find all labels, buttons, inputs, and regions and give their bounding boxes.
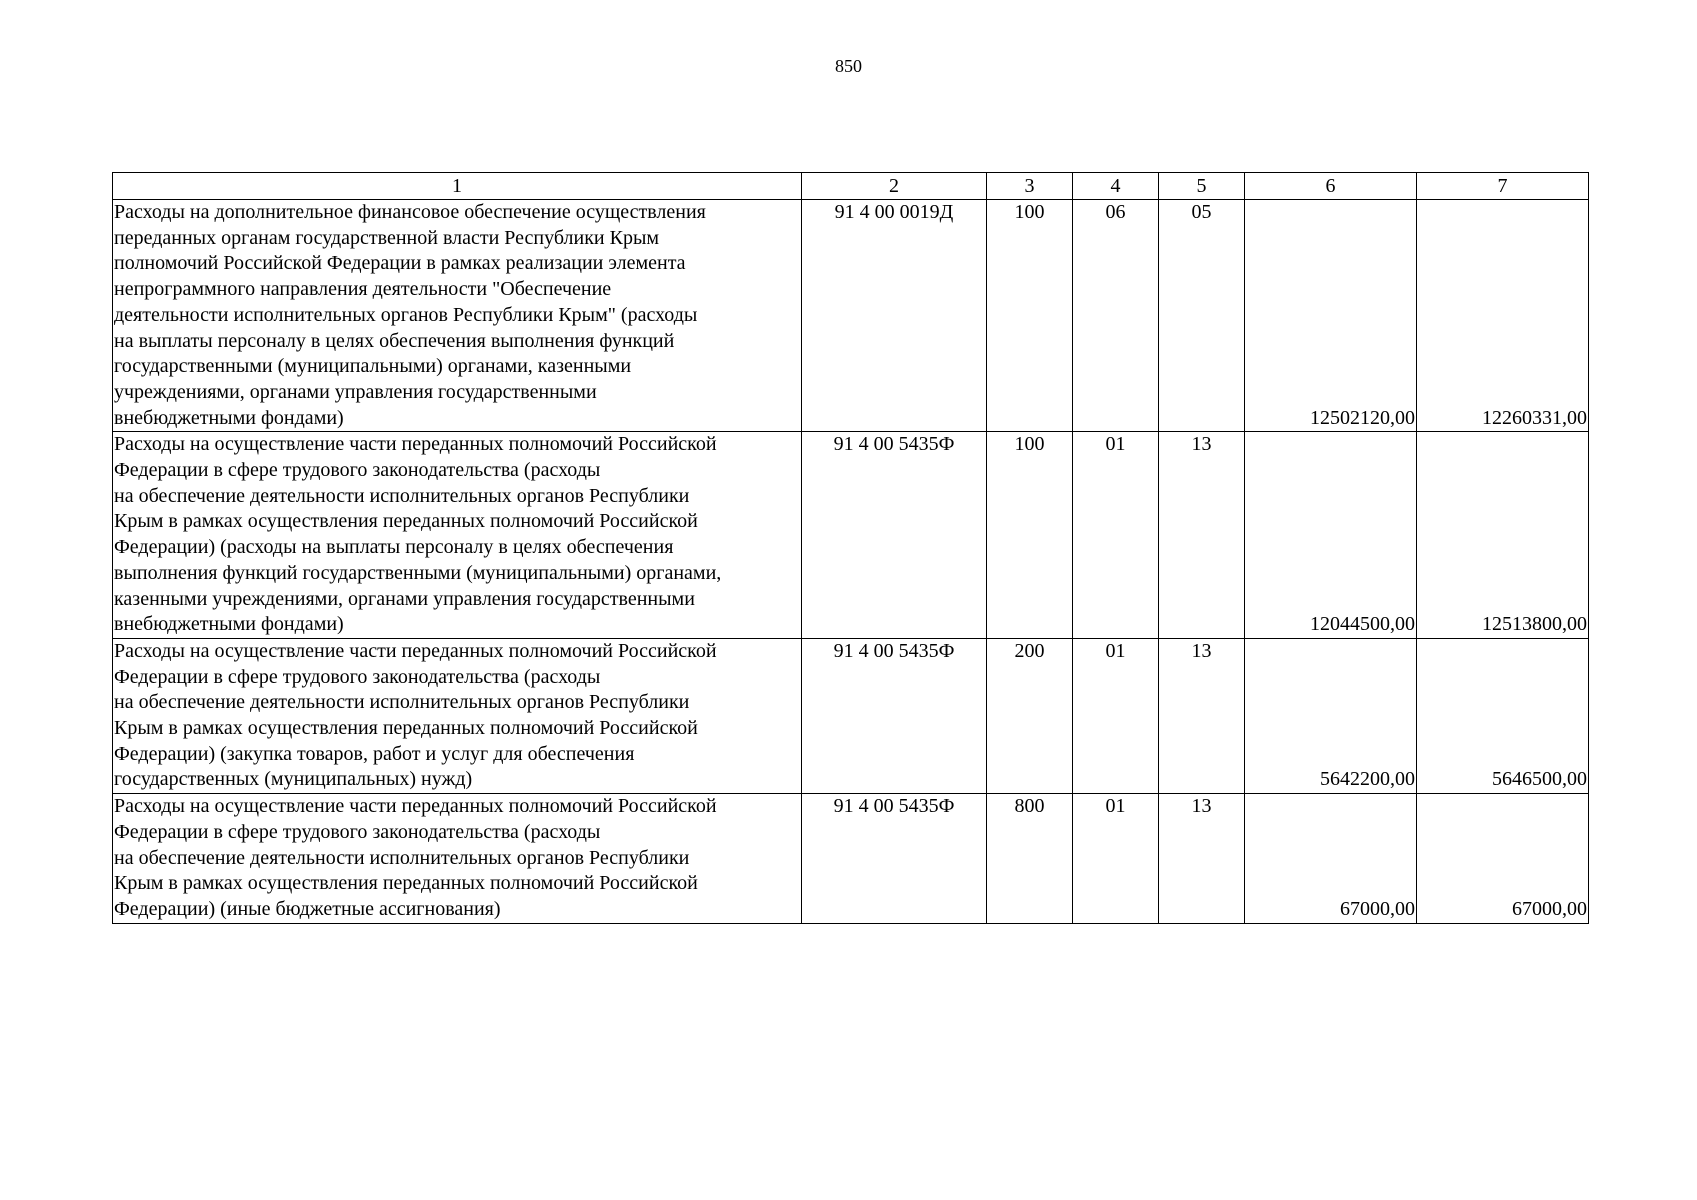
section-code: 01 — [1073, 794, 1159, 924]
table-header-row — [113, 173, 1589, 200]
expense-description — [113, 432, 802, 639]
description-line: внебюджетными фондами) — [114, 406, 344, 429]
description-line: внебюджетными фондами) — [114, 613, 344, 636]
description-line: государственных (муниципальных) нужд) — [114, 768, 473, 791]
expense-type: 100 — [987, 432, 1073, 639]
description-line: переданных органам государственной власти Республики Крым — [114, 226, 660, 249]
expense-type: 200 — [987, 638, 1073, 793]
amount-column-6: 5642200,00 — [1245, 638, 1417, 793]
target-code: 91 4 00 0019Д — [802, 200, 987, 432]
amount-column-7: 12513800,00 — [1417, 432, 1589, 639]
description-line: Крым в рамках осуществления переданных полномочий Российской — [114, 872, 698, 895]
column-header-5: 5 — [1159, 173, 1245, 200]
description-line: Крым в рамках осуществления переданных полномочий Российской — [114, 510, 698, 533]
column-header-2: 2 — [802, 173, 987, 200]
description-line: казенными учреждениями, органами управления государственными — [114, 587, 695, 610]
amount-column-7: 67000,00 — [1417, 794, 1589, 924]
description-line: на обеспечение деятельности исполнительных органов Республики — [114, 484, 690, 507]
description-line: Федерации) (закупка товаров, работ и услуг для обеспечения — [114, 742, 635, 765]
budget-table — [112, 172, 1589, 924]
table-row — [113, 794, 1589, 924]
column-header-1: 1 — [113, 173, 802, 200]
subsection-code: 05 — [1159, 200, 1245, 432]
description-line: Федерации в сфере трудового законодательства (расходы — [114, 665, 601, 688]
column-header-6: 6 — [1245, 173, 1417, 200]
description-line: непрограммного направления деятельности "Обеспечение — [114, 278, 612, 301]
column-header-3: 3 — [987, 173, 1073, 200]
description-line: Федерации) (расходы на выплаты персоналу в целях обеспечения — [114, 536, 674, 559]
amount-column-7: 5646500,00 — [1417, 638, 1589, 793]
section-code: 01 — [1073, 638, 1159, 793]
amount-column-6: 12502120,00 — [1245, 200, 1417, 432]
table-row — [113, 432, 1589, 639]
subsection-code: 13 — [1159, 432, 1245, 639]
target-code: 91 4 00 5435Ф — [802, 794, 987, 924]
description-line: Федерации в сфере трудового законодательства (расходы — [114, 820, 601, 843]
amount-column-6: 67000,00 — [1245, 794, 1417, 924]
description-line: на обеспечение деятельности исполнительных органов Республики — [114, 691, 690, 714]
expense-type: 100 — [987, 200, 1073, 432]
section-code: 01 — [1073, 432, 1159, 639]
description-line: Расходы на осуществление части переданных полномочий Российской — [114, 795, 717, 818]
description-line: Федерации в сфере трудового законодательства (расходы — [114, 459, 601, 482]
description-line: полномочий Российской Федерации в рамках реализации элемента — [114, 252, 686, 275]
target-code: 91 4 00 5435Ф — [802, 638, 987, 793]
description-line: Федерации) (иные бюджетные ассигнования) — [114, 897, 501, 920]
description-line: Расходы на осуществление части переданных полномочий Российской — [114, 433, 717, 456]
description-line: на выплаты персоналу в целях обеспечения выполнения функций — [114, 329, 675, 352]
target-code: 91 4 00 5435Ф — [802, 432, 987, 639]
section-code: 06 — [1073, 200, 1159, 432]
expense-type: 800 — [987, 794, 1073, 924]
subsection-code: 13 — [1159, 638, 1245, 793]
amount-column-6: 12044500,00 — [1245, 432, 1417, 639]
description-line: выполнения функций государственными (муниципальными) органами, — [114, 561, 722, 584]
expense-description — [113, 200, 802, 432]
description-line: на обеспечение деятельности исполнительных органов Республики — [114, 846, 690, 869]
table-row — [113, 638, 1589, 793]
description-line: деятельности исполнительных органов Республики Крым" (расходы — [114, 303, 698, 326]
column-header-4: 4 — [1073, 173, 1159, 200]
expense-description — [113, 794, 802, 924]
description-line: Расходы на осуществление части переданных полномочий Российской — [114, 639, 717, 662]
expense-description — [113, 638, 802, 793]
table-row — [113, 200, 1589, 432]
description-line: Крым в рамках осуществления переданных полномочий Российской — [114, 717, 698, 740]
description-line: Расходы на дополнительное финансовое обеспечение осуществления — [114, 201, 706, 223]
description-line: государственными (муниципальными) органами, казенными — [114, 355, 632, 378]
amount-column-7: 12260331,00 — [1417, 200, 1589, 432]
subsection-code: 13 — [1159, 794, 1245, 924]
description-line: учреждениями, органами управления государственными — [114, 380, 597, 403]
column-header-7: 7 — [1417, 173, 1589, 200]
page-number: 850 — [835, 56, 862, 76]
